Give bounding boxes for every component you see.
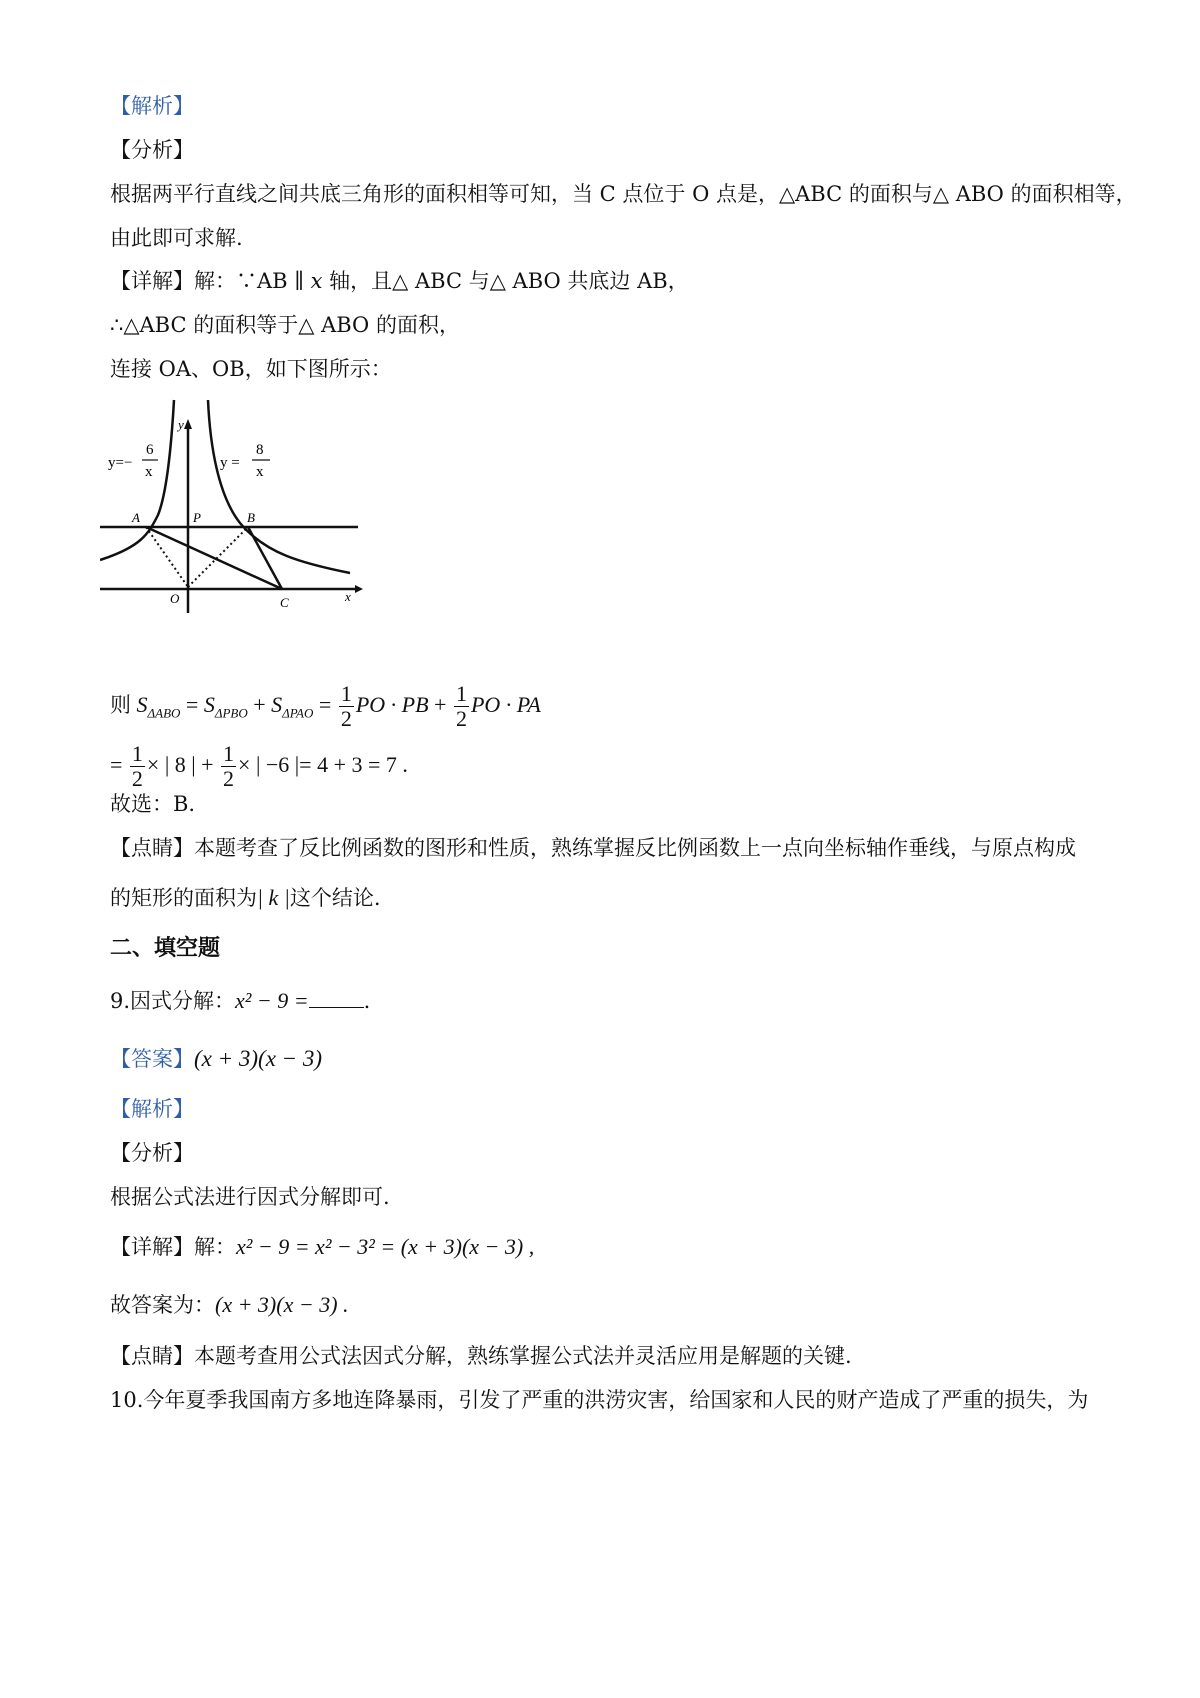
right-hyperbola xyxy=(208,400,350,573)
term-po-pa: PO · PA xyxy=(470,692,541,717)
y-axis-arrow xyxy=(184,419,192,429)
answer-label: 【答案】 xyxy=(110,1047,194,1071)
dianjing-line-1 xyxy=(110,834,1076,862)
dianjing-text-2a: 的矩形的面积为 xyxy=(110,886,257,910)
formula-2 xyxy=(110,740,408,791)
final-answer-row xyxy=(110,1291,349,1319)
detail-x-var: x xyxy=(310,269,323,293)
q9-expression: x² − 9 = xyxy=(235,988,309,1013)
formula-2-part-a: × | 8 | + xyxy=(146,752,214,777)
detail-line-3: 连接 OA、OB，如下图所示： xyxy=(110,357,392,381)
segment-ac xyxy=(146,527,282,589)
detail-row-2 xyxy=(110,1233,534,1261)
right-func-num: 8 xyxy=(256,442,264,458)
dianjing-text-3: 本题考查用公式法因式分解，熟练掌握公式法并灵活应用是解题的关键. xyxy=(194,1344,852,1368)
sub-pao: ΔPAO xyxy=(282,705,314,721)
label-b: B xyxy=(247,510,255,525)
answer-expression: (x + 3)(x − 3) xyxy=(194,1046,323,1071)
formula-1-prefix: 则 xyxy=(110,693,131,717)
s-symbol-1: S xyxy=(136,692,148,717)
answer-blank xyxy=(309,989,364,1008)
q9-prefix: 9.因式分解： xyxy=(110,989,236,1013)
detail-label: 【详解】解： xyxy=(110,269,236,293)
label-x: x xyxy=(345,589,351,604)
detail-expression-2: x² − 9 = x² − 3² = (x + 3)(x − 3) , xyxy=(236,1234,535,1259)
final-label: 故答案为： xyxy=(110,1293,215,1317)
detail-text-b: 轴，且△ ABC 与△ ABO 共底边 AB， xyxy=(322,269,689,293)
detail-line-1 xyxy=(110,267,689,295)
analysis-line-1: 根据两平行直线之间共底三角形的面积相等可知，当 C 点位于 O 点是，△ABC 的面积与△ ABO 的面积相等， xyxy=(110,182,1137,206)
plus-sign: + xyxy=(247,692,272,717)
label-a: A xyxy=(132,510,140,525)
detail-line-2: ∴△ABC 的面积等于△ ABO 的面积， xyxy=(110,313,460,337)
label-o: O xyxy=(170,591,180,606)
question-10: 10.今年夏季我国南方多地连降暴雨，引发了严重的洪涝灾害，给国家和人民的财产造成了严重的损失，为 xyxy=(110,1388,1089,1412)
abs-k: | k | xyxy=(257,885,290,910)
term-po-pb: PO · PB xyxy=(355,692,429,717)
q9-end: . xyxy=(363,989,371,1013)
detail-text-a: ∵AB ∥ xyxy=(236,269,311,293)
eq-sign-2: = xyxy=(313,692,337,717)
detail-label-2: 【详解】解： xyxy=(110,1235,236,1259)
eq-sign: = xyxy=(180,692,204,717)
formula-2-eq: = xyxy=(110,752,123,777)
formula-1 xyxy=(110,680,541,738)
plus-sign-2: + xyxy=(428,692,452,717)
final-expression: (x + 3)(x − 3) . xyxy=(215,1292,349,1317)
label-p: P xyxy=(193,510,201,525)
s-symbol-3: S xyxy=(271,692,283,717)
sub-abo: ΔABO xyxy=(147,705,181,721)
fenxi-label: 【分析】 xyxy=(110,138,194,162)
fraction-half-1: $\frac{1}{2}$ xyxy=(340,681,352,732)
right-func-den: x xyxy=(256,464,264,480)
dianjing-text-1: 本题考查了反比例函数的图形和性质，熟练掌握反比例函数上一点向坐标轴作垂线，与原点构成 xyxy=(194,836,1076,860)
formula-2-part-b: × | −6 |= 4 + 3 = 7 . xyxy=(238,752,408,777)
jiexi-label: 【解析】 xyxy=(110,94,194,118)
fraction-half-3: $\frac{1}{2}$ xyxy=(131,741,143,792)
hyperbola-figure xyxy=(100,395,400,625)
jiexi-label-2: 【解析】 xyxy=(110,1097,194,1121)
dianjing-row-2 xyxy=(110,1342,852,1370)
left-func-prefix: y=− xyxy=(108,455,133,471)
fraction-half-4: $\frac{1}{2}$ xyxy=(223,741,235,792)
dianjing-label-2: 【点睛】 xyxy=(110,1344,194,1368)
segment-ob xyxy=(188,527,248,587)
analysis-2: 根据公式法进行因式分解即可. xyxy=(110,1185,390,1209)
section-title: 二、填空题 xyxy=(110,936,221,961)
label-c: C xyxy=(280,595,289,610)
left-func-num: 6 xyxy=(146,442,154,458)
segment-bc xyxy=(248,527,282,589)
analysis-line-2: 由此即可求解. xyxy=(110,226,243,250)
fenxi-label-2: 【分析】 xyxy=(110,1141,194,1165)
dianjing-label: 【点睛】 xyxy=(110,836,194,860)
fraction-half-2: $\frac{1}{2}$ xyxy=(455,681,467,732)
answer-line: 故选：B. xyxy=(110,792,196,816)
dianjing-line-2 xyxy=(110,884,381,912)
label-y: y xyxy=(178,417,184,432)
question-9 xyxy=(110,987,370,1015)
s-symbol-2: S xyxy=(203,692,215,717)
dianjing-text-2b: 这个结论. xyxy=(289,886,381,910)
left-func-den: x xyxy=(145,464,153,480)
right-func-prefix: y = xyxy=(220,455,240,471)
sub-pbo: ΔPBO xyxy=(214,705,248,721)
x-axis-arrow xyxy=(355,585,363,593)
answer-row xyxy=(110,1045,322,1073)
